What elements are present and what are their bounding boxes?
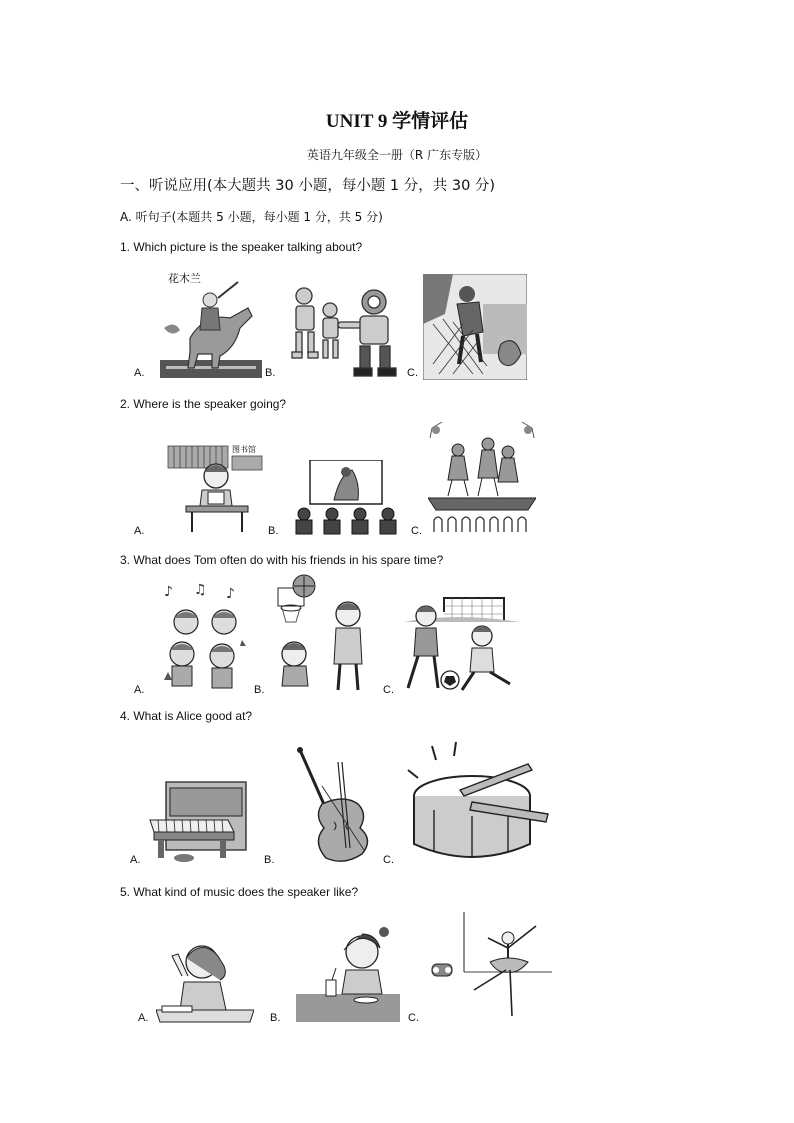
question-1: 1. Which picture is the speaker talking about? bbox=[120, 240, 363, 254]
stage-concert-picture bbox=[428, 420, 536, 536]
q3-option-c: C. bbox=[383, 684, 394, 696]
q4-option-b: B. bbox=[264, 854, 275, 866]
page-title: UNIT 9 学情评估 bbox=[325, 111, 469, 132]
question-2: 2. Where is the speaker going? bbox=[120, 397, 287, 411]
drum-picture bbox=[404, 740, 554, 864]
sign-text-library: 图书馆 bbox=[232, 445, 256, 454]
q1-option-c: C. bbox=[407, 367, 418, 379]
q5-option-a: A. bbox=[138, 1012, 149, 1024]
q4-option-c: C. bbox=[383, 854, 394, 866]
q2-option-a: A. bbox=[134, 525, 145, 537]
q2-option-b: B. bbox=[268, 525, 279, 537]
q3-option-a: A. bbox=[134, 684, 145, 696]
svg-text:♪: ♪ bbox=[226, 586, 235, 602]
q1-option-b: B. bbox=[265, 367, 276, 379]
cinema-audience-picture bbox=[290, 460, 402, 536]
robots-picture bbox=[288, 282, 400, 378]
ballet-dancer-picture bbox=[428, 912, 552, 1024]
question-3: 3. What does Tom often do with his friends in his spare time? bbox=[120, 553, 444, 567]
q5-option-b: B. bbox=[270, 1012, 281, 1024]
mulan-on-horse-picture bbox=[160, 268, 262, 380]
svg-text:♪: ♪ bbox=[164, 584, 173, 600]
q3-option-b: B. bbox=[254, 684, 265, 696]
violin-picture bbox=[294, 746, 374, 864]
question-5: 5. What kind of music does the speaker like? bbox=[120, 885, 359, 899]
basketball-picture bbox=[276, 574, 372, 694]
q2-option-c: C. bbox=[411, 525, 422, 537]
girl-with-drink-picture bbox=[296, 924, 400, 1022]
part-a-heading: A. 听句子(本题共 5 小题，每小题 1 分，共 5 分) bbox=[120, 210, 383, 224]
svg-text:♫: ♫ bbox=[194, 582, 207, 598]
fisherman-with-net-picture bbox=[423, 274, 527, 380]
football-picture bbox=[404, 592, 520, 694]
question-4: 4. What is Alice good at? bbox=[120, 709, 253, 723]
q1-option-a: A. bbox=[134, 367, 145, 379]
q4-option-a: A. bbox=[130, 854, 141, 866]
piano-picture bbox=[148, 780, 250, 864]
sign-text-mulan: 花木兰 bbox=[168, 272, 201, 285]
kids-singing-picture bbox=[160, 580, 250, 692]
q5-option-c: C. bbox=[408, 1012, 419, 1024]
section-heading: 一、听说应用(本大题共 30 小题，每小题 1 分，共 30 分) bbox=[120, 178, 496, 194]
girl-at-desk-picture bbox=[156, 936, 254, 1024]
library-reading-picture bbox=[166, 440, 264, 534]
page-subtitle: 英语九年级全一册（R 广东专版） bbox=[306, 148, 488, 162]
